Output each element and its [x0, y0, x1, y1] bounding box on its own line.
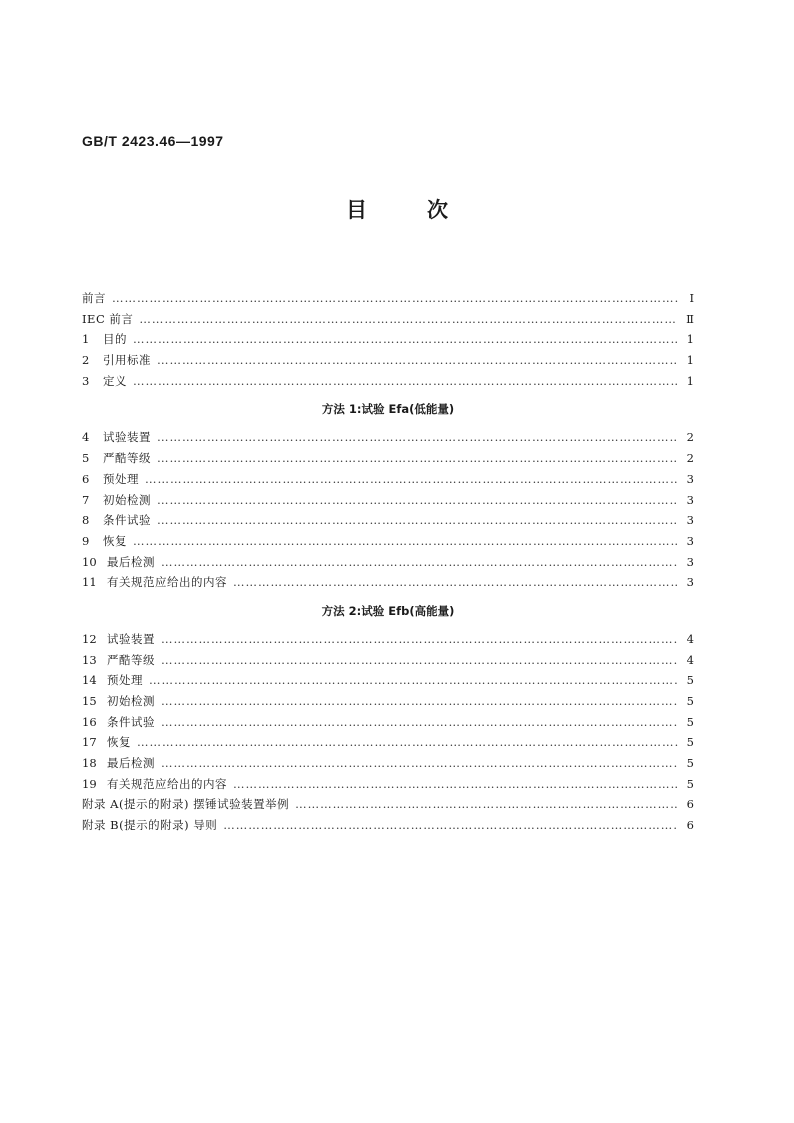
dot-leader: [157, 448, 678, 469]
toc-page-number: 5: [686, 673, 694, 688]
dot-leader: [161, 552, 678, 573]
toc-page-number: 4: [686, 631, 694, 646]
dot-leader: [295, 794, 678, 815]
toc-entry-11[interactable]: [82, 572, 694, 593]
toc-page-number: 2: [686, 451, 694, 466]
toc-number: 11: [82, 575, 97, 590]
toc-number: 15: [82, 694, 97, 708]
toc-number: 3: [82, 373, 90, 388]
dot-leader: [161, 753, 678, 774]
toc-entry-18[interactable]: [82, 753, 694, 774]
toc-entry-8[interactable]: [82, 510, 694, 531]
toc-label: 附录 B(提示的附录) 导则: [82, 818, 218, 833]
toc-page-number: 3: [686, 492, 694, 507]
standard-code: GB/T 2423.46—1997: [82, 133, 224, 149]
toc-label: 引用标准: [103, 353, 151, 368]
toc-number: 8: [82, 513, 90, 528]
toc-entry-5[interactable]: [82, 448, 694, 469]
dot-leader: [157, 490, 678, 511]
method-2-heading: 方法 2:试验 Efb(高能量): [321, 603, 455, 618]
toc-label: 严酷等级: [107, 652, 155, 667]
toc-entry-appendix-b[interactable]: [82, 815, 694, 836]
toc-page-number: 5: [686, 735, 694, 750]
dot-leader: [137, 732, 678, 753]
toc-label: 预处理: [107, 673, 143, 688]
toc-page-number: 3: [686, 575, 694, 590]
toc-entry-19[interactable]: [82, 774, 694, 795]
dot-leader: [133, 329, 678, 350]
toc-label: IEC 前言: [82, 311, 134, 326]
toc-entry-iec-foreword[interactable]: [82, 309, 694, 330]
toc-number: 13: [82, 652, 97, 667]
toc-label: 最后检测: [107, 554, 155, 569]
dot-leader: [133, 531, 678, 552]
dot-leader: [157, 427, 678, 448]
toc-page-number: 1: [686, 373, 694, 388]
dot-leader: [139, 309, 678, 330]
toc-entry-2[interactable]: [82, 350, 694, 371]
page-title: [0, 194, 794, 224]
dot-leader: [161, 650, 678, 671]
toc-page-number: 3: [686, 471, 694, 486]
toc-number: 2: [82, 353, 90, 368]
toc-number: 4: [82, 430, 90, 445]
method-1-heading: 方法 1:试验 Efa(低能量): [321, 402, 455, 417]
toc-label: 定义: [103, 373, 127, 388]
title-part-1: 目: [346, 198, 367, 222]
toc-entry-15[interactable]: [82, 691, 694, 712]
toc-number: 7: [82, 492, 90, 507]
toc-entry-17[interactable]: [82, 732, 694, 753]
toc-number: 18: [82, 756, 97, 771]
toc-page-number: 6: [686, 818, 694, 833]
toc-label: 前言: [82, 291, 106, 305]
toc-page-number: 3: [686, 533, 694, 548]
toc-entry-7[interactable]: [82, 490, 694, 511]
dot-leader: [157, 510, 678, 531]
toc-page-number: 4: [686, 652, 694, 667]
toc-label: 附录 A(提示的附录) 摆锤试验装置举例: [82, 797, 290, 812]
toc-page-number: 5: [686, 776, 694, 791]
toc-page-number: 5: [686, 756, 694, 771]
toc-page-number: 1: [686, 332, 694, 347]
title-part-2: 次: [427, 198, 448, 222]
toc-entry-1[interactable]: [82, 329, 694, 350]
toc-page-number: 5: [686, 694, 694, 708]
toc-label: 初始检测: [103, 492, 151, 507]
dot-leader: [233, 572, 678, 593]
toc-label: 试验装置: [103, 430, 151, 445]
toc-entry-appendix-a[interactable]: [82, 794, 694, 815]
toc-page-number: Ⅱ: [686, 311, 694, 326]
toc-label: 预处理: [103, 471, 139, 486]
toc-page-number: Ⅰ: [689, 291, 694, 305]
dot-leader: [161, 629, 678, 650]
toc-entry-16[interactable]: [82, 712, 694, 733]
toc-label: 条件试验: [103, 513, 151, 528]
toc-page-number: 3: [686, 513, 694, 528]
toc-label: 有关规范应给出的内容: [107, 575, 227, 590]
toc-entry-14[interactable]: [82, 670, 694, 691]
toc-number: 9: [82, 533, 90, 548]
toc-label: 试验装置: [107, 631, 155, 646]
toc-label: 条件试验: [107, 714, 155, 729]
toc-entry-10[interactable]: [82, 552, 694, 573]
toc-label: 初始检测: [107, 694, 155, 708]
toc-entry-6[interactable]: [82, 469, 694, 490]
toc-number: 6: [82, 471, 90, 486]
toc-page-number: 6: [686, 797, 694, 812]
toc-label: 最后检测: [107, 756, 155, 771]
toc-page-number: 3: [686, 554, 694, 569]
toc-label: 严酷等级: [103, 451, 151, 466]
dot-leader: [145, 469, 678, 490]
dot-leader: [233, 774, 678, 795]
toc-entry-3[interactable]: [82, 371, 694, 392]
toc-label: 有关规范应给出的内容: [107, 776, 227, 791]
dot-leader: [149, 670, 678, 691]
toc-label: 目的: [103, 332, 127, 347]
dot-leader: [133, 371, 678, 392]
toc-entry-12[interactable]: [82, 629, 694, 650]
toc-number: 5: [82, 451, 90, 466]
toc-entry-foreword[interactable]: [82, 288, 694, 309]
dot-leader: [161, 691, 678, 712]
dot-leader: [112, 288, 678, 309]
dot-leader: [223, 815, 678, 836]
table-of-contents: [82, 288, 694, 836]
dot-leader: [157, 350, 678, 371]
toc-entry-13[interactable]: [82, 650, 694, 671]
toc-label: 恢复: [107, 735, 131, 750]
toc-number: 1: [82, 332, 90, 347]
toc-number: 19: [82, 776, 97, 791]
dot-leader: [161, 712, 678, 733]
toc-number: 14: [82, 673, 97, 688]
toc-page-number: 1: [686, 353, 694, 368]
toc-page-number: 2: [686, 430, 694, 445]
toc-label: 恢复: [103, 533, 127, 548]
toc-entry-4[interactable]: [82, 427, 694, 448]
toc-number: 10: [82, 554, 97, 569]
toc-number: 12: [82, 631, 97, 646]
toc-number: 16: [82, 714, 97, 729]
toc-number: 17: [82, 735, 97, 750]
toc-entry-9[interactable]: [82, 531, 694, 552]
toc-page-number: 5: [686, 714, 694, 729]
